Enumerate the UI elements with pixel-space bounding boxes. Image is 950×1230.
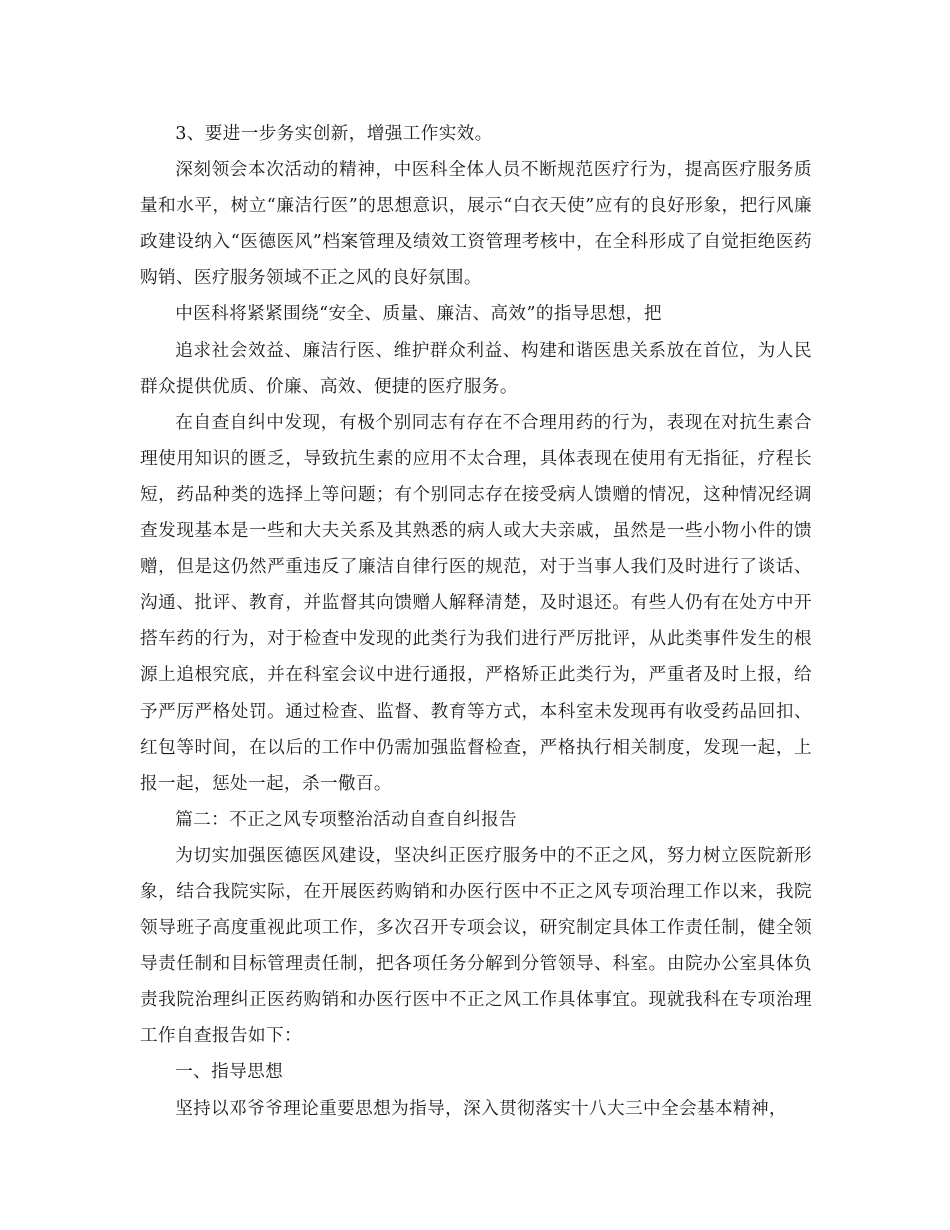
paragraph-item-3: 3、要进一步务实创新，增强工作实效。 <box>175 124 493 144</box>
paragraph-part-two-intro: 为切实加强医德医风建设，坚决纠正医疗服务中的不正之风，努力树立医院新形象，结合我院实际，在开展医药购销和办医行医中不正之风专项治理工作以来，我院领导班子高度重视此项工作，多次召开专项会议，研究制定具体工作责任制，健全领导责任制和目标管理责任制，把各项任务分解到分管领导、科室。由院办公室具体负责我院治理纠正医药购销和办医行医中不正之风工作具体事宜。现就我科在专项治理工作自查报告如下： <box>140 845 812 1047</box>
paragraph-service-goals: 追求社会效益、廉洁行医、维护群众利益、构建和谐医患关系放在首位，为人民群众提供优质、价廉、高效、便捷的医疗服务。 <box>140 340 812 397</box>
paragraph-activity-spirit: 深刻领会本次活动的精神，中医科全体人员不断规范医疗行为，提高医疗服务质量和水平，树立“廉洁行医”的思想意识，展示“白衣天使”应有的良好形象，把行风廉政建设纳入“医德医风”档案管理及绩效工资管理考核中，在全科形成了自觉拒绝医药购销、医疗服务领域不正之风的良好氛围。 <box>140 160 812 289</box>
document-body <box>140 116 812 1127</box>
paragraph-self-inspection: 在自查自纠中发现，有极个别同志有存在不合理用药的行为，表现在对抗生素合理使用知识的匮乏，导致抗生素的应用不太合理，具体表现在使用有无指征，疗程长短，药品种类的选择上等问题；有个别同志存在接受病人馈赠的情况，这种情况经调查发现基本是一些和大夫关系及其熟悉的病人或大夫亲戚，虽然是一些小物小件的馈赠，但是这仍然严重违反了廉洁自律行医的规范，对于当事人我们及时进行了谈话、沟通、批评、教育，并监督其向馈赠人解释清楚，及时退还。有些人仍有在处方中开搭车药的行为，对于检查中发现的此类行为我们进行严厉批评，从此类事件发生的根源上追根究底，并在科室会议中进行通报，严格矫正此类行为，严重者及时上报，给予严厉严格处罚。通过检查、监督、教育等方式，本科室未发现再有收受药品回扣、红包等时间，在以后的工作中仍需加强监督检查，严格执行相关制度，发现一起，上报一起，惩处一起，杀一儆百。 <box>140 412 812 794</box>
section-heading-guiding-ideology: 一、指导思想 <box>175 1062 284 1083</box>
paragraph-guiding-focus: 中医科将紧紧围绕“安全、质量、廉洁、高效”的指导思想，把 <box>175 304 662 325</box>
section-heading-part-two: 篇二：不正之风专项整治活动自查自纠报告 <box>175 809 518 830</box>
paragraph-guiding-ideology: 坚持以邓爷爷理论重要思想为指导，深入贯彻落实十八大三中全会基本精神， <box>175 1098 787 1119</box>
